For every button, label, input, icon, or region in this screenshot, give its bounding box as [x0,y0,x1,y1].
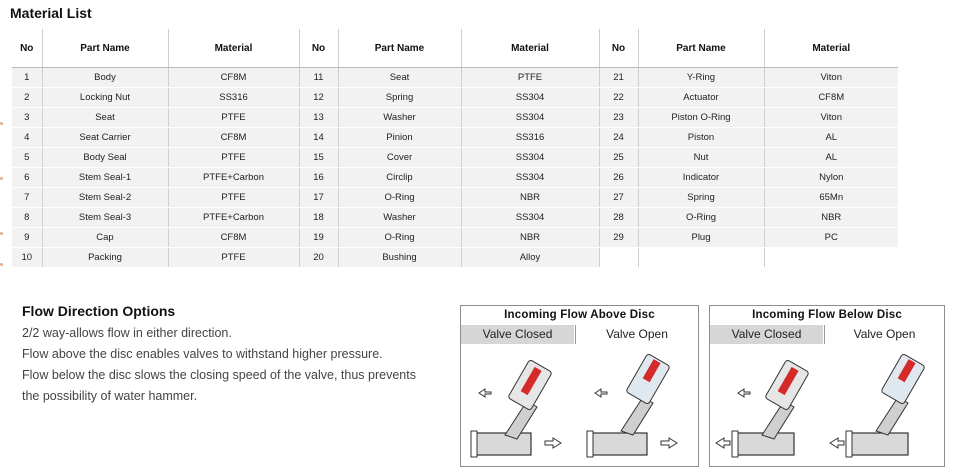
cell-part-name: Stem Seal-1 [42,168,168,188]
cell-part-name: Piston [638,128,764,148]
cell-material [764,248,898,268]
cell-no: 8 [12,208,42,228]
cell-material: NBR [764,208,898,228]
cell-material: 65Mn [764,188,898,208]
header-part-name: Part Name [638,29,764,68]
table-body [12,68,898,268]
cell-no: 28 [599,208,638,228]
flow-description-line: 2/2 way-allows flow in either direction. [22,326,232,340]
cell-material: Alloy [461,248,599,268]
cell-material: SS316 [168,88,299,108]
table-row [12,88,898,108]
cell-no: 10 [12,248,42,268]
margin-dot [0,263,3,266]
cell-material: PTFE [168,248,299,268]
cell-material: SS304 [461,88,599,108]
cell-part-name: Seat [338,68,461,88]
table-row [12,248,898,268]
cell-no: 3 [12,108,42,128]
cell-part-name: Bushing [338,248,461,268]
cell-part-name: Nut [638,148,764,168]
flow-above-disc-panel [460,305,699,467]
table-row [12,148,898,168]
margin-dot [0,122,3,125]
table-row [12,188,898,208]
valve-open-label: Valve Open [575,325,698,344]
cell-part-name: Locking Nut [42,88,168,108]
cell-no: 11 [299,68,338,88]
cell-no: 12 [299,88,338,108]
cell-part-name: Seat [42,108,168,128]
margin-dot [0,177,3,180]
cell-no: 29 [599,228,638,248]
cell-part-name: Washer [338,108,461,128]
margin-dot [0,232,3,235]
cell-no: 17 [299,188,338,208]
valve-open-diagram [828,347,938,463]
panel-title: Incoming Flow Below Disc [752,309,902,321]
cell-no: 27 [599,188,638,208]
flow-below-disc-panel [709,305,945,467]
header-part-name: Part Name [42,29,168,68]
panel-title: Incoming Flow Above Disc [504,309,655,321]
cell-material: PTFE+Carbon [168,168,299,188]
header-no: No [599,29,638,68]
cell-no: 16 [299,168,338,188]
cell-no: 26 [599,168,638,188]
cell-part-name: Indicator [638,168,764,188]
cell-no [599,248,638,268]
header-material: Material [764,29,898,68]
cell-no: 15 [299,148,338,168]
cell-material: CF8M [168,228,299,248]
cell-part-name [638,248,764,268]
cell-no: 22 [599,88,638,108]
cell-part-name: Plug [638,228,764,248]
cell-part-name: Pinion [338,128,461,148]
valve-closed-diagram [465,347,575,463]
header-material: Material [168,29,299,68]
cell-material: NBR [461,188,599,208]
table-header-row [12,29,898,68]
cell-part-name: Spring [338,88,461,108]
table-row [12,228,898,248]
cell-material: SS304 [461,208,599,228]
cell-no: 21 [599,68,638,88]
flow-description-line: Flow below the disc slows the closing speed of the valve, thus prevents [22,368,416,382]
cell-no: 20 [299,248,338,268]
cell-material: Viton [764,108,898,128]
cell-part-name: Seat Carrier [42,128,168,148]
cell-no: 18 [299,208,338,228]
cell-material: SS304 [461,148,599,168]
cell-no: 19 [299,228,338,248]
table-row [12,208,898,228]
cell-part-name: O-Ring [338,228,461,248]
table-row [12,68,898,88]
cell-part-name: Packing [42,248,168,268]
cell-no: 9 [12,228,42,248]
flow-description-line: Flow above the disc enables valves to withstand higher pressure. [22,347,383,361]
cell-part-name: Body Seal [42,148,168,168]
valve-open-label: Valve Open [824,325,944,344]
cell-material: PTFE [168,188,299,208]
cell-material: Nylon [764,168,898,188]
table-row [12,168,898,188]
flow-direction-title: Flow Direction Options [22,303,176,319]
cell-no: 14 [299,128,338,148]
cell-material: PTFE [168,108,299,128]
material-list-title: Material List [10,5,92,21]
cell-no: 24 [599,128,638,148]
cell-part-name: Y-Ring [638,68,764,88]
cell-part-name: Piston O-Ring [638,108,764,128]
cell-no: 1 [12,68,42,88]
header-no: No [299,29,338,68]
cell-no: 25 [599,148,638,168]
cell-material: AL [764,128,898,148]
cell-material: PC [764,228,898,248]
header-part-name: Part Name [338,29,461,68]
header-no: No [12,29,42,68]
material-table [12,29,898,268]
cell-material: CF8M [764,88,898,108]
header-material: Material [461,29,599,68]
cell-material: SS304 [461,168,599,188]
table-row [12,108,898,128]
cell-material: AL [764,148,898,168]
cell-part-name: Cover [338,148,461,168]
cell-part-name: Cap [42,228,168,248]
cell-part-name: Stem Seal-2 [42,188,168,208]
cell-material: PTFE [461,68,599,88]
cell-part-name: Actuator [638,88,764,108]
valve-closed-label: Valve Closed [710,325,823,344]
cell-material: SS304 [461,108,599,128]
cell-no: 6 [12,168,42,188]
cell-material: NBR [461,228,599,248]
cell-no: 2 [12,88,42,108]
cell-material: PTFE+Carbon [168,208,299,228]
cell-part-name: Spring [638,188,764,208]
flow-description-line: the possibility of water hammer. [22,389,198,403]
cell-no: 5 [12,148,42,168]
cell-material: PTFE [168,148,299,168]
cell-part-name: Circlip [338,168,461,188]
cell-no: 4 [12,128,42,148]
cell-material: Viton [764,68,898,88]
cell-part-name: Washer [338,208,461,228]
cell-part-name: Stem Seal-3 [42,208,168,228]
valve-closed-label: Valve Closed [461,325,574,344]
cell-part-name: Body [42,68,168,88]
cell-no: 13 [299,108,338,128]
cell-material: CF8M [168,128,299,148]
cell-no: 7 [12,188,42,208]
valve-closed-diagram [714,347,824,463]
table-row [12,128,898,148]
cell-part-name: O-Ring [638,208,764,228]
cell-part-name: O-Ring [338,188,461,208]
cell-material: SS316 [461,128,599,148]
valve-open-diagram [581,347,691,463]
cell-material: CF8M [168,68,299,88]
cell-no: 23 [599,108,638,128]
